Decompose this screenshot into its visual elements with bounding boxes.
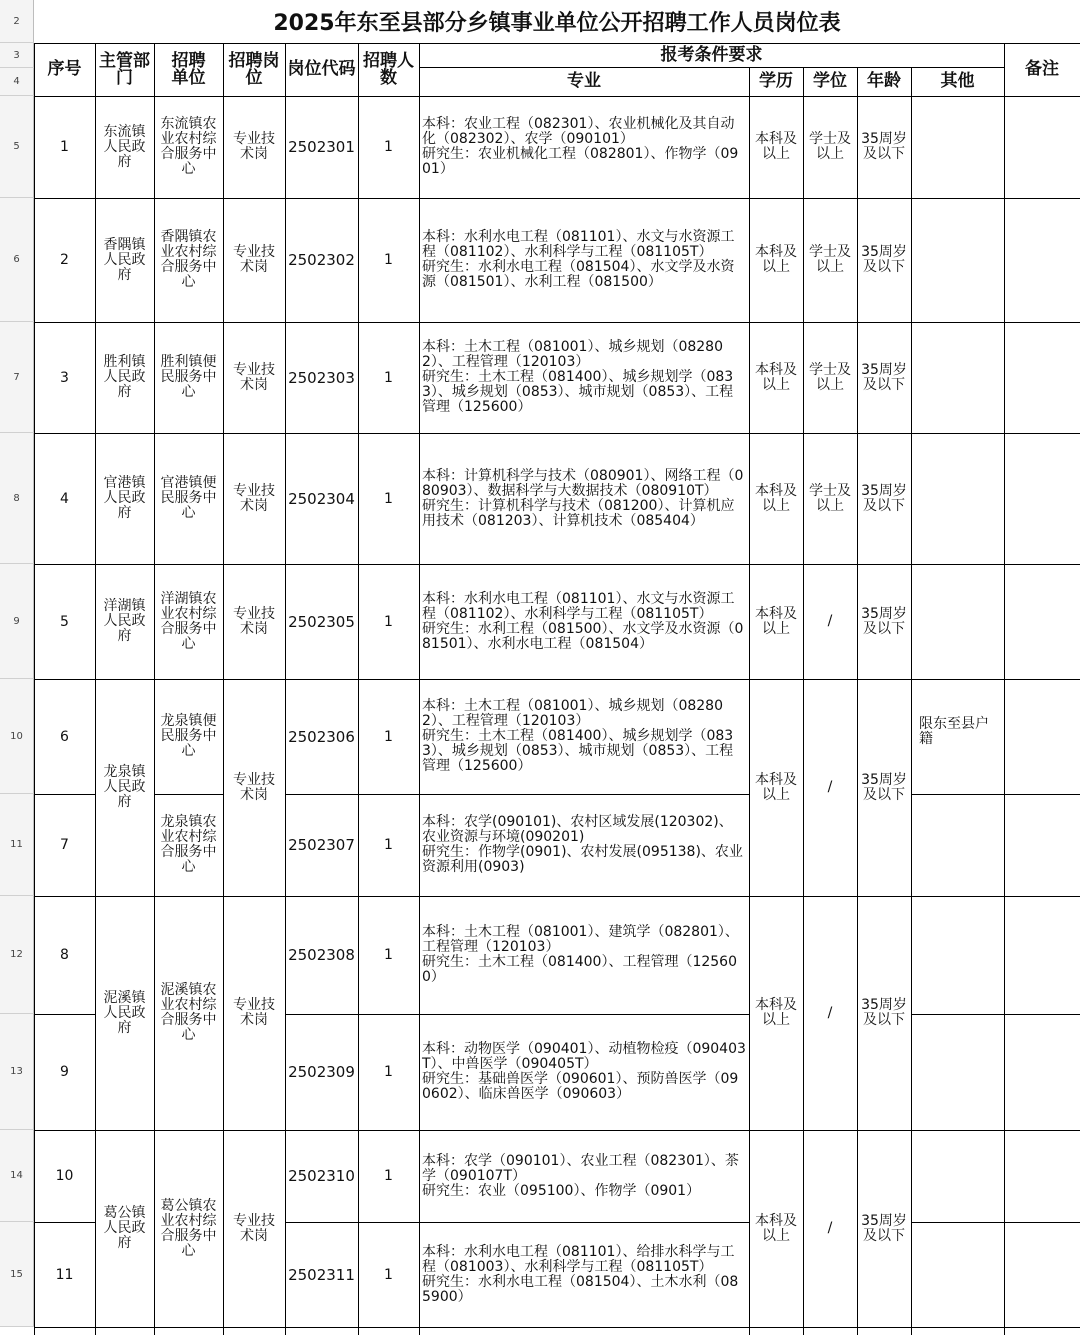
cell-count: 1 bbox=[384, 728, 393, 745]
row-number[interactable]: 4 bbox=[0, 68, 34, 96]
cell-age: 35周岁及以下 bbox=[861, 997, 907, 1028]
cell-major: 本科：农学(090101)、农村区域发展(120302)、农业资源与环境(090201) 研究生：作物学(0901)、农村发展(095138)、农业资源利用(0903) bbox=[422, 814, 743, 875]
cell-major: 本科：农学（090101）、农业工程（082301）、茶学（090107T） 研究生：农业（095100）、作物学（0901） bbox=[422, 1152, 739, 1199]
cell-major: 本科：农业工程（082301）、农业机械化及其自动化（082302）、农学（090101） 研究生：农业机械化工程（082801）、作物学（0901） bbox=[422, 116, 739, 177]
cell-dept: 官港镇人民政府 bbox=[103, 475, 146, 521]
cell-seq: 9 bbox=[60, 1064, 69, 1080]
grid-line bbox=[154, 794, 223, 795]
row-number[interactable]: 10 bbox=[0, 679, 34, 794]
grid-line bbox=[34, 43, 35, 1335]
cell-age: 35周岁及以下 bbox=[861, 361, 907, 393]
grid-line bbox=[34, 43, 1080, 44]
header-conditions: 报考条件要求 bbox=[660, 44, 763, 65]
cell-count: 1 bbox=[384, 252, 393, 268]
cell-code: 2502308 bbox=[288, 946, 355, 964]
cell-post: 专业技术岗 bbox=[233, 244, 275, 275]
row-number[interactable]: 11 bbox=[0, 794, 34, 896]
cell-education: 本科及以上 bbox=[755, 244, 797, 275]
cell-code: 2502305 bbox=[288, 612, 355, 631]
cell-dept: 泥溪镇人民政府 bbox=[103, 989, 146, 1036]
cell-unit: 龙泉镇农业农村综合服务中心 bbox=[160, 814, 217, 875]
grid-line bbox=[34, 1014, 95, 1015]
grid-line bbox=[223, 43, 224, 1335]
cell-post: 专业技术岗 bbox=[233, 131, 275, 162]
cell-seq: 11 bbox=[55, 1266, 74, 1283]
cell-seq: 1 bbox=[60, 139, 69, 155]
grid-line bbox=[34, 1130, 1080, 1131]
cell-seq: 10 bbox=[55, 1168, 74, 1184]
cell-major: 本科：动物医学（090401）、动植物检疫（090403T）、中兽医学（090405T） 研究生：基础兽医学（090601）、预防兽医学（090602）、临床兽医学（090603） bbox=[422, 1041, 746, 1102]
row-number[interactable]: 2 bbox=[0, 0, 34, 43]
cell-post: 专业技术岗 bbox=[233, 605, 275, 637]
cell-unit: 官港镇便民服务中心 bbox=[160, 475, 217, 521]
cell-age: 35周岁及以下 bbox=[861, 131, 907, 162]
grid-line bbox=[1004, 43, 1005, 1335]
cell-dept: 东流镇人民政府 bbox=[103, 123, 146, 170]
cell-seq: 8 bbox=[60, 947, 69, 963]
row-number[interactable]: 9 bbox=[0, 564, 34, 679]
grid-line bbox=[34, 896, 1080, 897]
cell-post: 专业技术岗 bbox=[233, 1212, 275, 1244]
cell-age: 35周岁及以下 bbox=[861, 482, 907, 514]
grid-line bbox=[419, 67, 1004, 68]
cell-degree: 学士及以上 bbox=[809, 131, 851, 162]
grid-line bbox=[911, 67, 912, 1335]
grid-line bbox=[419, 43, 420, 1335]
row-number[interactable]: 3 bbox=[0, 43, 34, 68]
cell-seq: 4 bbox=[60, 490, 69, 507]
cell-degree: / bbox=[827, 1220, 833, 1236]
header-degree: 学位 bbox=[813, 71, 847, 91]
cell-dept: 葛公镇人民政府 bbox=[103, 1205, 146, 1251]
cell-count: 1 bbox=[384, 613, 393, 630]
cell-major: 本科：水利水电工程（081101）、水文与水资源工程（081102）、水利科学与工程（081105T） 研究生：水利水电工程（081504）、水文学及水资源（081501）、水利工程（081500） bbox=[422, 229, 735, 290]
cell-count: 1 bbox=[384, 369, 393, 386]
cell-degree: / bbox=[827, 613, 833, 629]
cell-seq: 6 bbox=[60, 728, 69, 745]
grid-line bbox=[34, 433, 1080, 434]
cell-code: 2502311 bbox=[288, 1265, 355, 1284]
cell-education: 本科及以上 bbox=[755, 771, 797, 803]
cell-education: 本科及以上 bbox=[755, 997, 797, 1028]
header-other: 其他 bbox=[940, 71, 975, 91]
cell-dept: 龙泉镇人民政府 bbox=[103, 764, 146, 810]
grid-line bbox=[34, 1327, 1080, 1328]
grid-line bbox=[34, 322, 1080, 323]
header-post: 招聘岗位 bbox=[228, 50, 280, 88]
cell-unit: 泥溪镇农业农村综合服务中心 bbox=[160, 982, 217, 1043]
grid-line bbox=[154, 43, 155, 1335]
row-number[interactable]: 15 bbox=[0, 1222, 34, 1327]
grid-line bbox=[34, 679, 1080, 680]
cell-major: 本科：水利水电工程（081101）、水文与水资源工程（081102）、水利科学与工程（081105T） 研究生：水利工程（081500）、水文学及水资源（081501）、水利水电工程（081504） bbox=[422, 590, 744, 652]
cell-count: 1 bbox=[384, 837, 393, 853]
cell-code: 2502307 bbox=[288, 836, 355, 854]
cell-seq: 7 bbox=[60, 837, 69, 853]
cell-post: 专业技术岗 bbox=[233, 997, 275, 1028]
grid-line bbox=[34, 564, 1080, 565]
cell-unit: 东流镇农业农村综合服务中心 bbox=[160, 116, 217, 177]
cell-seq: 3 bbox=[60, 369, 69, 386]
grid-line bbox=[803, 67, 804, 1335]
grid-line bbox=[911, 794, 1080, 795]
cell-code: 2502301 bbox=[288, 138, 355, 156]
cell-seq: 5 bbox=[60, 613, 69, 630]
cell-count: 1 bbox=[384, 490, 393, 507]
cell-count: 1 bbox=[384, 1266, 393, 1283]
cell-code: 2502306 bbox=[288, 727, 355, 746]
grid-line bbox=[34, 794, 95, 795]
cell-dept: 洋湖镇人民政府 bbox=[103, 598, 146, 644]
cell-unit: 洋湖镇农业农村综合服务中心 bbox=[160, 590, 217, 652]
cell-education: 本科及以上 bbox=[755, 482, 797, 514]
cell-post: 专业技术岗 bbox=[233, 361, 275, 393]
grid-line bbox=[34, 96, 1080, 97]
row-number[interactable]: 13 bbox=[0, 1014, 34, 1130]
cell-education: 本科及以上 bbox=[755, 1212, 797, 1244]
grid-line bbox=[857, 67, 858, 1335]
cell-post: 专业技术岗 bbox=[233, 771, 275, 803]
cell-unit: 香隅镇农业农村综合服务中心 bbox=[160, 229, 217, 290]
cell-major: 本科：计算机科学与技术（080901）、网络工程（080903）、数据科学与大数据技术（080910T） 研究生：计算机科学与技术（081200）、计算机应用技术（081203）、计算机技术（085404） bbox=[422, 467, 744, 529]
header-code: 岗位代码 bbox=[287, 59, 356, 79]
grid-line bbox=[95, 43, 96, 1335]
grid-line bbox=[911, 1014, 1080, 1015]
cell-dept: 胜利镇人民政府 bbox=[103, 354, 146, 400]
grid-line bbox=[285, 1014, 749, 1015]
cell-count: 1 bbox=[384, 1064, 393, 1080]
cell-count: 1 bbox=[384, 139, 393, 155]
cell-education: 本科及以上 bbox=[755, 361, 797, 393]
grid-line bbox=[749, 67, 750, 1335]
grid-line bbox=[285, 1222, 749, 1223]
cell-other: 限东至县户籍 bbox=[919, 716, 989, 747]
cell-age: 35周岁及以下 bbox=[861, 1212, 907, 1244]
header-unit: 招聘单位 bbox=[171, 50, 206, 88]
cell-education: 本科及以上 bbox=[755, 605, 797, 637]
cell-count: 1 bbox=[384, 1168, 393, 1184]
cell-degree: / bbox=[827, 779, 833, 795]
header-seq: 序号 bbox=[47, 59, 82, 79]
cell-degree: 学士及以上 bbox=[809, 244, 851, 275]
header-education: 学历 bbox=[759, 71, 793, 91]
header-count: 招聘人数 bbox=[363, 50, 414, 88]
grid-line bbox=[285, 43, 286, 1335]
cell-age: 35周岁及以下 bbox=[861, 244, 907, 275]
cell-count: 1 bbox=[384, 947, 393, 963]
row-number[interactable]: 14 bbox=[0, 1130, 34, 1222]
cell-unit: 龙泉镇便民服务中心 bbox=[160, 713, 217, 759]
header-major: 专业 bbox=[567, 71, 601, 91]
row-number[interactable]: 8 bbox=[0, 433, 34, 564]
row-number[interactable]: 6 bbox=[0, 198, 34, 322]
row-number[interactable]: 5 bbox=[0, 96, 34, 198]
cell-code: 2502303 bbox=[288, 368, 355, 387]
cell-code: 2502302 bbox=[288, 251, 355, 269]
cell-education: 本科及以上 bbox=[755, 131, 797, 162]
cell-major: 本科：土木工程（081001）、城乡规划（082802）、工程管理（120103） 研究生：土木工程（081400）、城乡规划学（0833）、城乡规划（0853）、城市规划（0853）、工程管理（125600） bbox=[422, 698, 734, 774]
row-number[interactable]: 7 bbox=[0, 322, 34, 433]
grid-line bbox=[34, 198, 1080, 199]
cell-unit: 葛公镇农业农村综合服务中心 bbox=[160, 1197, 217, 1259]
cell-major: 本科：土木工程（081001）、城乡规划（082802）、工程管理（120103） 研究生：土木工程（081400）、城乡规划学（0833）、城乡规划（0853）、城市规划（0853）、工程管理（125600） bbox=[422, 339, 734, 415]
cell-unit: 胜利镇便民服务中心 bbox=[160, 354, 217, 400]
cell-post: 专业技术岗 bbox=[233, 482, 275, 514]
cell-major: 本科：水利水电工程（081101）、给排水科学与工程（081003）、水利科学与工程（081105T） 研究生：水利水电工程（081504）、土木水利（085900） bbox=[422, 1243, 739, 1305]
cell-degree: 学士及以上 bbox=[809, 482, 851, 514]
cell-major: 本科：土木工程（081001）、建筑学（082801）、工程管理（120103） 研究生：土木工程（081400）、工程管理（125600） bbox=[422, 924, 739, 985]
cell-degree: / bbox=[827, 1004, 833, 1021]
grid-line bbox=[911, 1222, 1080, 1223]
header-remark: 备注 bbox=[1025, 59, 1059, 79]
grid-line bbox=[285, 794, 749, 795]
grid-line bbox=[358, 43, 359, 1335]
cell-code: 2502304 bbox=[288, 489, 355, 508]
header-dept: 主管部门 bbox=[99, 50, 150, 88]
cell-age: 35周岁及以下 bbox=[861, 605, 907, 637]
row-number[interactable]: 12 bbox=[0, 896, 34, 1014]
cell-seq: 2 bbox=[60, 252, 69, 268]
cell-code: 2502309 bbox=[288, 1063, 355, 1081]
cell-age: 35周岁及以下 bbox=[861, 771, 907, 803]
grid-line bbox=[34, 1222, 95, 1223]
header-age: 年龄 bbox=[867, 71, 901, 91]
cell-degree: 学士及以上 bbox=[809, 361, 851, 393]
cell-dept: 香隅镇人民政府 bbox=[103, 236, 146, 283]
table-title: 2025年东至县部分乡镇事业单位公开招聘工作人员岗位表 bbox=[273, 11, 841, 36]
cell-code: 2502310 bbox=[288, 1167, 355, 1185]
